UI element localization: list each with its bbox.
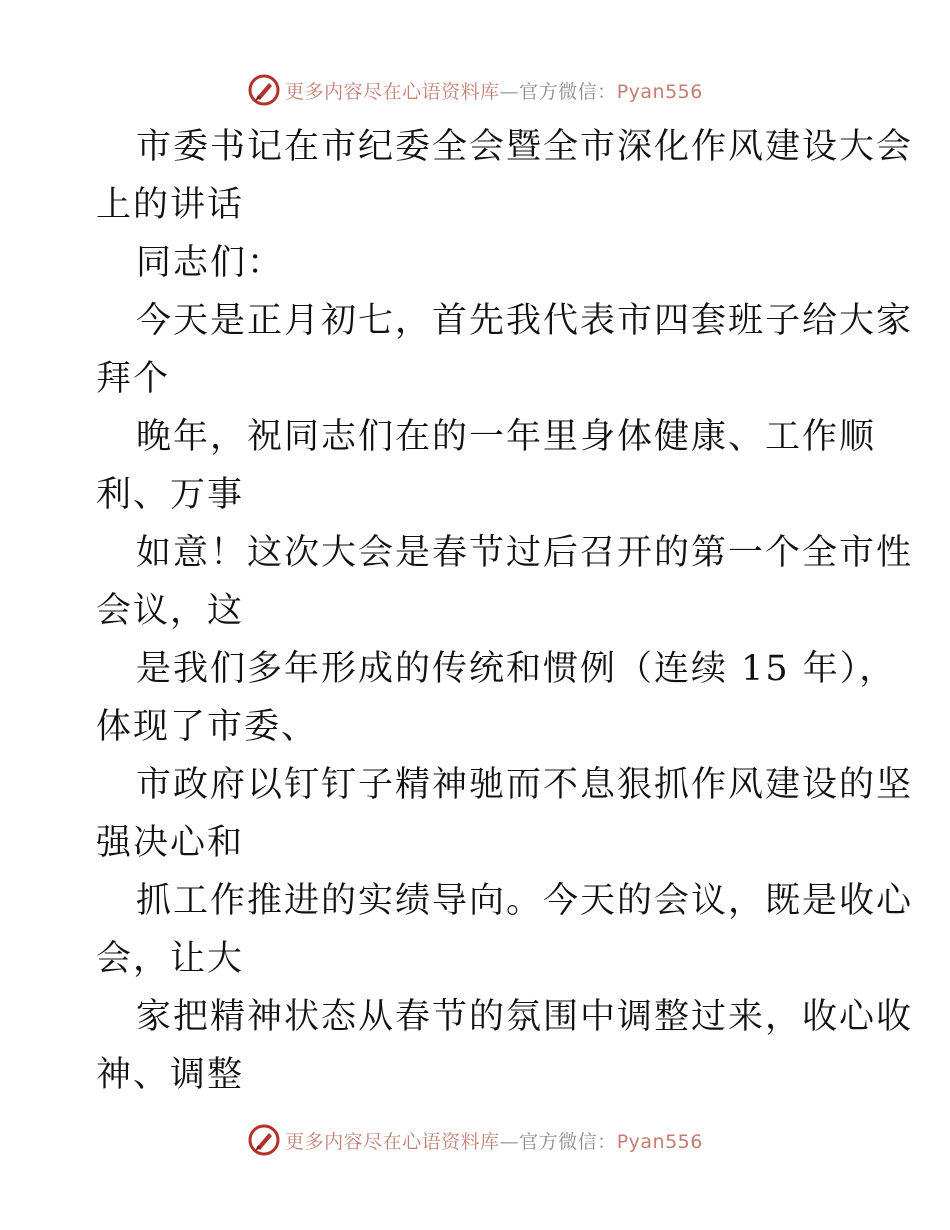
- banner-wechat-id: Pyan556: [616, 80, 703, 103]
- text-line: 抓工作推进的实绩导向。今天的会议，既是收心: [136, 881, 914, 921]
- text-line: 家把精神状态从春节的氛围中调整过来，收心收: [136, 997, 914, 1037]
- banner-wechat-label: 官方微信：: [519, 80, 617, 103]
- text-line: 今天是正月初七，首先我代表市四套班子给大家: [136, 301, 914, 341]
- banner-main: 更多内容尽在心语资料库: [285, 1130, 500, 1153]
- text-line: 如意！这次大会是春节过后召开的第一个全市性: [136, 533, 914, 573]
- banner-text: [285, 1127, 703, 1154]
- banner-wechat-id: Pyan556: [616, 1130, 703, 1153]
- text-line: 市政府以钉钉子精神驰而不息狠抓作风建设的坚: [136, 765, 914, 805]
- text-line: 体现了市委、: [96, 707, 319, 747]
- banner-dash: —: [499, 80, 520, 103]
- header-banner: [0, 70, 950, 110]
- text-line: 市委书记在市纪委全会暨全市深化作风建设大会: [136, 127, 914, 167]
- text-line: 是我们多年形成的传统和惯例（连续 15 年），: [136, 649, 897, 689]
- text-line: 拜个: [96, 359, 171, 399]
- banner-dash: —: [499, 1130, 520, 1153]
- text-line: 强决心和: [96, 823, 245, 863]
- banner-wechat-label: 官方微信：: [519, 1130, 617, 1153]
- footer-banner: [0, 1120, 950, 1160]
- pen-logo-icon: [247, 1123, 281, 1157]
- text-line: 上的讲话: [96, 185, 245, 225]
- text-line: 晚年，祝同志们在的一年里身体健康、工作顺: [136, 417, 877, 457]
- text-line: 神、调整: [96, 1055, 245, 1095]
- text-line: 利、万事: [96, 475, 245, 515]
- pen-logo-icon: [247, 73, 281, 107]
- text-line: 会，让大: [96, 939, 245, 979]
- text-line: 同志们：: [136, 243, 285, 283]
- banner-main: 更多内容尽在心语资料库: [285, 80, 500, 103]
- text-line: 会议，这: [96, 591, 245, 631]
- document-body: [96, 118, 914, 1104]
- banner-text: [285, 77, 703, 104]
